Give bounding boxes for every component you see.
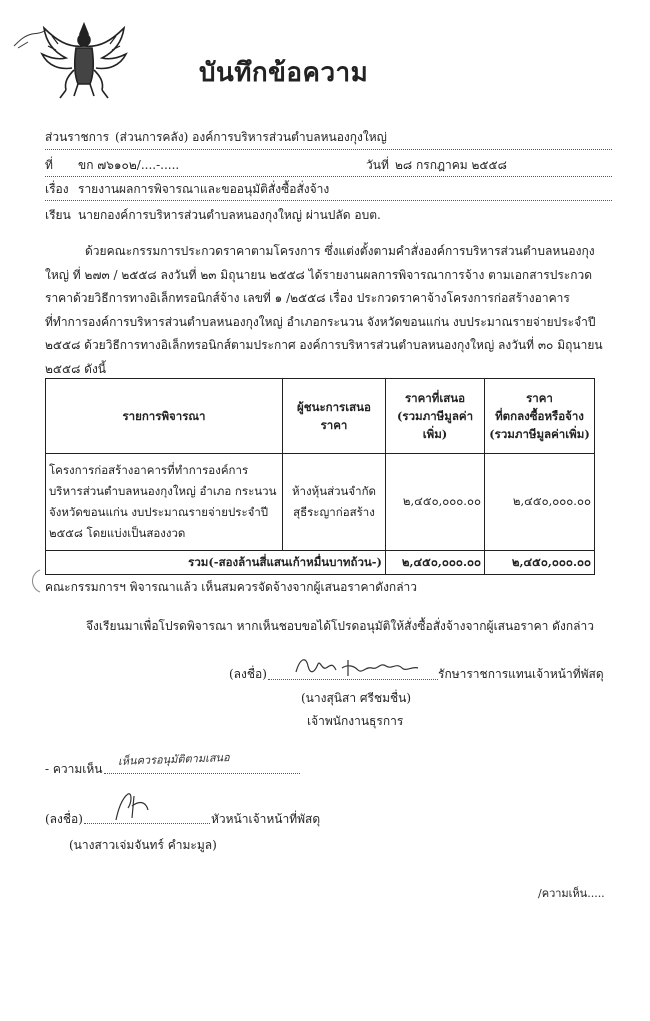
col-item-header: รายการพิจารณา	[46, 379, 283, 454]
signature1-prefix: (ลงชื่อ)	[229, 667, 267, 681]
to-label: เรียน	[45, 208, 71, 222]
subject-underline	[45, 200, 612, 201]
signature2-handwriting	[110, 790, 160, 824]
table-total-row	[46, 551, 595, 575]
to-value: นายกองค์การบริหารส่วนตำบลหนองกุงใหญ่ ผ่านปลัด อบต.	[78, 208, 381, 222]
signature1-handwriting	[292, 652, 432, 680]
total-agreed: ๒,๔๕๐,๐๐๐.๐๐	[485, 551, 595, 575]
signature1-name: (นางสุนิสา ศรีชมชื่น)	[301, 691, 412, 705]
body-paragraph: ด้วยคณะกรรมการประกวดราคาตามโครงการ ซึ่งแต่งตั้งตามคำสั่งองค์การบริหารส่วนตำบลหนองกุงใหญ่ ที่ ๒๗๓ / ๒๕๕๘ ลงวันที่ ๒๓ มิถุนายน ๒๕๕๘ ได้รายงานผลการพิจารณาการจ้าง ตามเอกสารประกวดราคาด้วยวิธีการทางอิเล็กทรอนิกส์จ้าง เลขที่ ๑ /๒๕๕๘ เรื่อง ประกวดราคาจ้างโครงการก่อสร้างอาคารที่ทำการองค์การบริหารส่วนตำบลหนองกุงใหญ่ อำเภอกระนวน จังหวัดขอนแก่น งบประมาณรายจ่ายประจำปี ๒๕๕๘ ด้วยวิธีการทางอิเล็กทรอนิกส์ตามประกาศ องค์การบริหารส่วนตำบลหนองกุงใหญ่ ลงวันที่ ๓๐ มิถุนายน ๒๕๕๘ ดังนี้	[45, 244, 603, 376]
date-label: วันที่	[366, 158, 389, 172]
row-winner	[283, 454, 386, 551]
signature1-position: เจ้าพนักงานธุรการ	[307, 714, 404, 728]
subject-label: เรื่อง	[45, 182, 69, 196]
col-agreed-line3: (รวมภาษีมูลค่าเพิ่ม)	[489, 427, 590, 441]
signature2-prefix: (ลงชื่อ)	[45, 812, 83, 826]
total-offer: ๒,๔๕๐,๐๐๐.๐๐	[386, 551, 485, 575]
signature1-role: รักษาราชการแทนเจ้าหน้าที่พัสดุ	[438, 667, 604, 681]
row-winner-line2: สุธีระญาก่อสร้าง	[293, 505, 375, 519]
row-agreed: ๒,๔๕๐,๐๐๐.๐๐	[485, 454, 595, 551]
document-title: บันทึกข้อความ	[199, 58, 369, 88]
col-offer-header	[386, 379, 485, 454]
opinion-handwritten: เห็นควรอนุมัติตามเสนอ	[117, 751, 230, 768]
department-label: ส่วนราชการ	[45, 130, 110, 144]
ref-underline	[45, 176, 612, 177]
col-agreed-line1: ราคา	[526, 391, 553, 405]
corner-mark	[12, 28, 46, 50]
consideration-table	[45, 378, 595, 575]
subject-value: รายงานผลการพิจารณาและขออนุมัติสั่งซื้อสั่งจ้าง	[78, 182, 330, 196]
department-underline	[45, 149, 612, 150]
garuda-emblem	[38, 18, 130, 100]
ref-value: ขก ๗๖๑๐๒/....-.....	[78, 158, 180, 172]
col-offer-line2: (รวมภาษีมูลค่าเพิ่ม)	[396, 409, 474, 441]
opinion-dotline	[104, 773, 300, 774]
table-header-row	[46, 379, 595, 454]
punch-hole-mark	[28, 568, 42, 594]
col-agreed-line2: ที่ตกลงซื้อหรือจ้าง	[495, 409, 584, 423]
signature2-role: หัวหน้าเจ้าหน้าที่พัสดุ	[211, 812, 321, 826]
col-offer-line1: ราคาที่เสนอ	[404, 391, 466, 405]
date-value: ๒๘ กรกฎาคม ๒๕๕๘	[395, 158, 507, 172]
signature2-name: (นางสาวเจ่มจันทร์ คำมะมูล)	[69, 838, 217, 852]
col-winner-header: ผู้ชนะการเสนอราคา	[283, 379, 386, 454]
table-row	[46, 454, 595, 551]
col-agreed-header	[485, 379, 595, 454]
row-item: โครงการก่อสร้างอาคารที่ทำการองค์การบริหารส่วนตำบลหนองกุงใหญ่ อำเภอ กระนวน จังหวัดขอนแก่น งบประมาณรายจ่ายประจำปี ๒๕๕๘ โดยแบ่งเป็นสองงวด	[46, 454, 283, 551]
total-label: รวม(-สองล้านสี่แสนเก้าหมื่นบาทถ้วน-)	[46, 551, 386, 575]
row-winner-line1: ห้างหุ้นส่วนจำกัด	[291, 484, 377, 498]
footer-continued: /ความเห็น.....	[538, 887, 605, 900]
row-offer: ๒,๔๕๐,๐๐๐.๐๐	[386, 454, 485, 551]
department-value: (ส่วนการคลัง) องค์การบริหารส่วนตำบลหนองกุงใหญ่	[115, 130, 387, 144]
ref-label: ที่	[45, 158, 53, 172]
request-text: จึงเรียนมาเพื่อโปรดพิจารณา หากเห็นชอบขอได้โปรดอนุมัติให้สั่งซื้อสั่งจ้างจากผู้เสนอราคา ดังกล่าว	[86, 619, 594, 633]
opinion-label: - ความเห็น	[45, 762, 103, 776]
committee-note: คณะกรรมการฯ พิจารณาแล้ว เห็นสมควรจัดจ้างจากผู้เสนอราคาดังกล่าว	[45, 580, 418, 594]
